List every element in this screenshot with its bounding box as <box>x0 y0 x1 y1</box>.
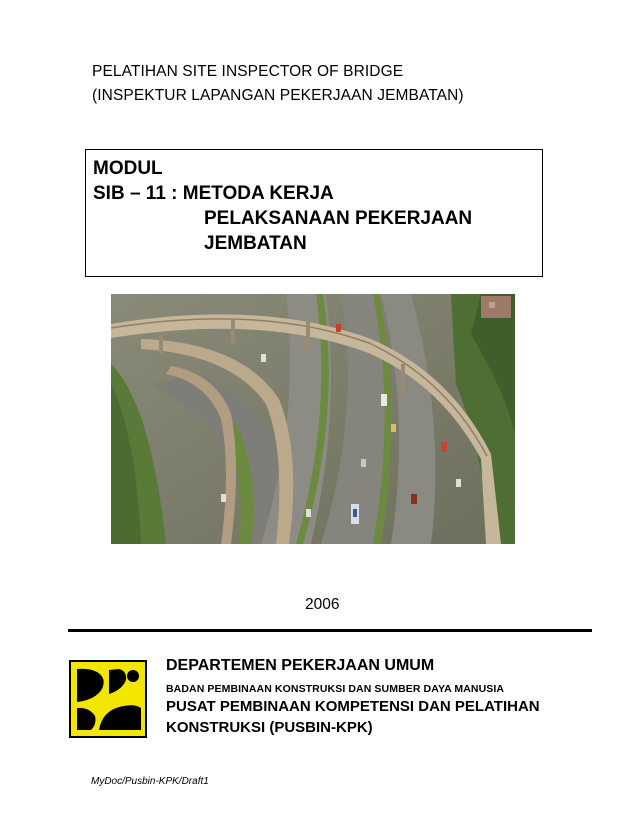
department-name: DEPARTEMEN PEKERJAAN UMUM <box>166 657 435 674</box>
module-title-line3: JEMBATAN <box>204 233 307 254</box>
module-label: MODUL <box>93 158 163 179</box>
agency-name: BADAN PEMBINAAN KONSTRUKSI DAN SUMBER DAYA MANUSIA <box>166 683 505 695</box>
training-title: PELATIHAN SITE INSPECTOR OF BRIDGE <box>92 63 404 80</box>
center-name-line2: KONSTRUKSI (PUSBIN-KPK) <box>166 719 373 736</box>
bridge-interchange-photo <box>111 294 515 544</box>
module-code-title: SIB – 11 : METODA KERJA <box>93 183 334 204</box>
center-name-line1: PUSAT PEMBINAAN KOMPETENSI DAN PELATIHAN <box>166 698 540 715</box>
module-title-line2: PELAKSANAAN PEKERJAAN <box>204 208 473 229</box>
publication-year: 2006 <box>305 596 340 613</box>
pu-logo-icon <box>69 660 147 738</box>
document-reference: MyDoc/Pusbin-KPK/Draft1 <box>91 776 209 787</box>
training-subtitle: (INSPEKTUR LAPANGAN PEKERJAAN JEMBATAN) <box>92 87 464 104</box>
module-title-box <box>85 149 543 277</box>
horizontal-divider <box>68 629 592 632</box>
